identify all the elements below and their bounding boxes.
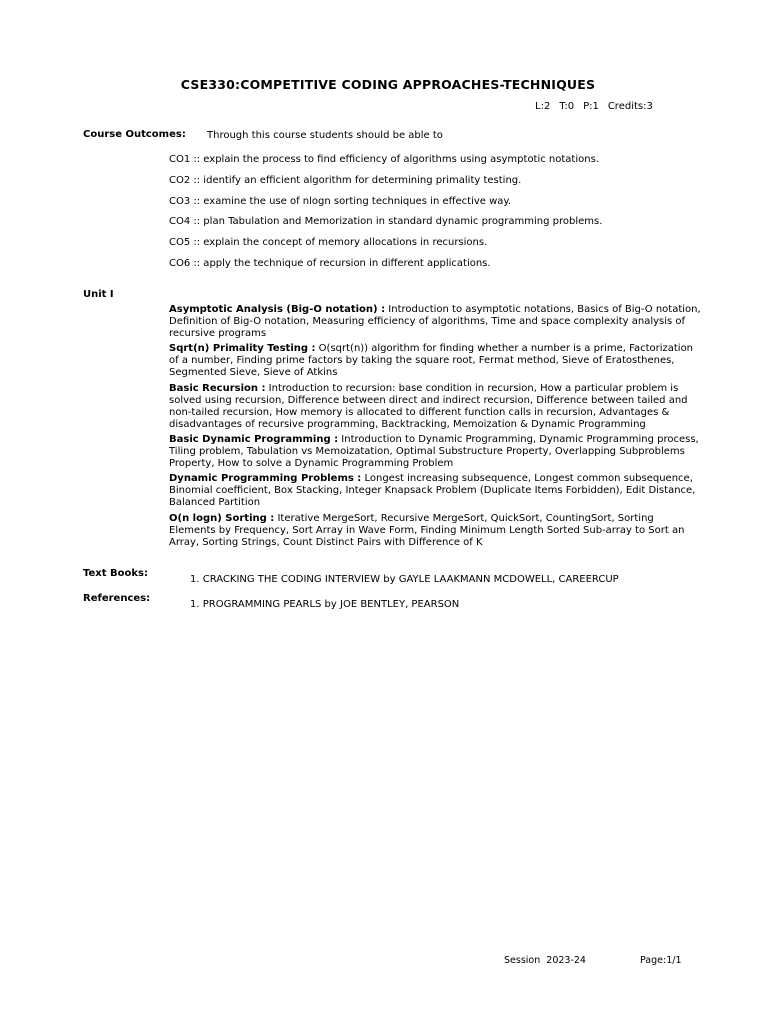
unit-topic (169, 473, 701, 509)
text-book-item: 1. CRACKING THE CODING INTERVIEW by GAYLE LAAKMANN MCDOWELL, CAREERCUP (190, 574, 619, 585)
course-outcomes-intro: Through this course students should be able to (207, 130, 443, 141)
topic-text: Introduction to Dynamic Programming, Dynamic Programming process, Tiling problem, Tabulation vs Memoizatation, Optimal Substructure Property, Overlapping Subproblems Property, How to solve a Dynamic Programming Problem (169, 433, 699, 470)
lecture-hours: L:2 (535, 101, 551, 112)
unit-label: Unit I (83, 289, 114, 300)
topic-heading: Asymptotic Analysis (Big-O notation) : (169, 304, 386, 315)
practical-hours: P:1 (583, 101, 599, 112)
course-outcomes-label: Course Outcomes: (83, 129, 186, 140)
unit-topic (169, 513, 701, 549)
topic-text: Iterative MergeSort, Recursive MergeSort, QuickSort, CountingSort, Sorting Elements by Frequency, Sort Array in Wave Form, Finding Minimum Length Sorted Sub-array to Sort an Array, Sorting Strings, Count Distinct Pairs with Difference of K (169, 512, 685, 548)
references-label: References: (83, 593, 151, 604)
topic-heading: Basic Dynamic Programming : (169, 433, 339, 445)
course-outcome: CO4 :: plan Tabulation and Memorization in standard dynamic programming problems. (169, 216, 603, 228)
topic-heading: Sqrt(n) Primality Testing : (169, 343, 316, 355)
topic-text: Longest increasing subsequence, Longest common subsequence, Binomial coefficient, Box Stacking, Integer Knapsack Problem (Duplicate Items Forbidden), Edit Distance, Balanced Partition (169, 473, 696, 509)
unit-topic (169, 343, 701, 379)
topic-heading: O(n logn) Sorting : (169, 512, 275, 524)
topic-heading: Dynamic Programming Problems : (169, 473, 362, 485)
course-outcome: CO2 :: identify an efficient algorithm for determining primality testing. (169, 174, 522, 186)
course-outcome: CO5 :: explain the concept of memory allocations in recursions. (169, 237, 488, 249)
unit-topic (169, 304, 701, 340)
tutorial-hours: T:0 (559, 101, 575, 112)
credit-info (535, 101, 653, 112)
session-info: Session 2023-24 (504, 955, 586, 966)
topic-heading: Basic Recursion : (169, 382, 266, 394)
course-outcome: CO6 :: apply the technique of recursion in different applications. (169, 257, 491, 269)
topic-text: Introduction to asymptotic notations, Basics of Big-O notation, Definition of Big-O notation, Measuring efficiency of algorithms, Time and space complexity analysis of recursive programs (169, 304, 701, 340)
topic-text: O(sqrt(n)) algorithm for finding whether a number is a prime, Factorization of a number, Finding prime factors by taking the square root, Fermat method, Sieve of Eratosthenes, Segmented Sieve, Sieve of Atkins (169, 343, 694, 379)
unit-topic (169, 383, 701, 431)
unit-topics (169, 304, 701, 552)
course-outcome: CO1 :: explain the process to find efficiency of algorithms using asymptotic notations. (169, 154, 599, 165)
page-number: Page:1/1 (640, 955, 682, 966)
topic-text: Introduction to recursion: base condition in recursion, How a particular problem is solved using recursion, Difference between direct and indirect recursion, Difference between tailed and non-tailed recursion, How memory is allocated to different function calls in recursion, Advantages & disadvantages of recursive programming, Backtracking, Memoization & Dynamic Programming (169, 382, 688, 430)
text-books-label: Text Books: (83, 568, 148, 579)
course-outcome: CO3 :: examine the use of nlogn sorting techniques in effective way. (169, 195, 512, 207)
credits-value: Credits:3 (607, 101, 653, 112)
reference-item: 1. PROGRAMMING PEARLS by JOE BENTLEY, PEARSON (190, 599, 460, 610)
unit-topic (169, 434, 701, 470)
course-title: CSE330:COMPETITIVE CODING APPROACHES-TECHNIQUES (180, 77, 596, 92)
course-outcomes-list (169, 154, 602, 279)
